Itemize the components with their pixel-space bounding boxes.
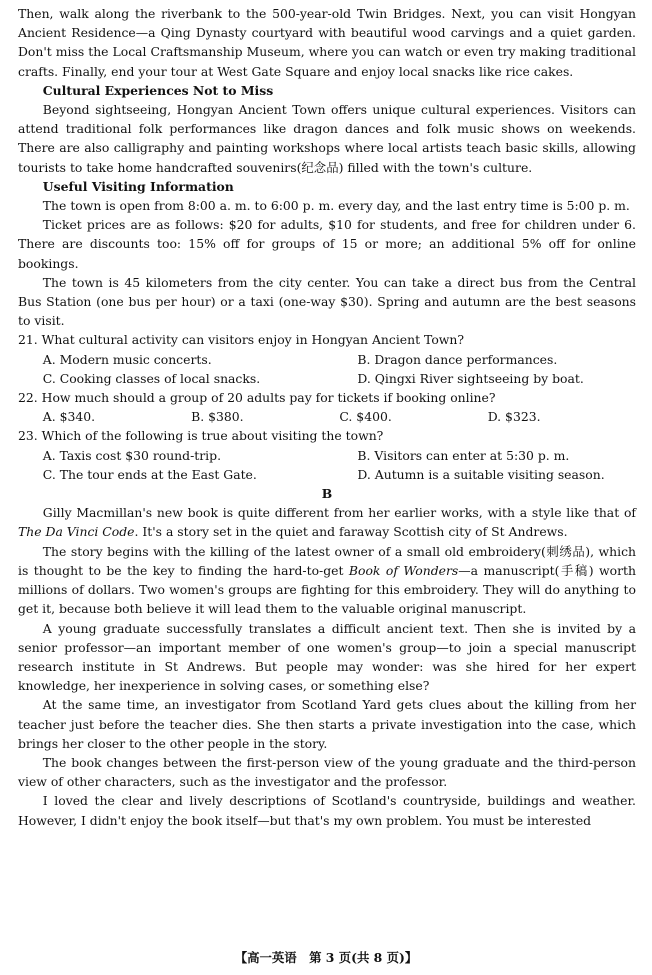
answer-options — [18, 350, 636, 388]
option-b: B. Visitors can enter at 5:30 p. m. — [357, 447, 570, 463]
question-stem: 21. What cultural activity can visitors enjoy in Hongyan Ancient Town? — [18, 332, 465, 348]
text-span: The story begins with the killing of the latest owner of a small old embroidery(刺绣品), which is thought to be the key to finding the hard-to-get — [18, 543, 636, 578]
passage-b-paragraph — [18, 542, 636, 619]
book-title: Book of Wonders — [348, 562, 459, 578]
option-d: D. $323. — [487, 409, 541, 425]
option-c: C. The tour ends at the East Gate. — [42, 466, 257, 482]
answer-options — [18, 407, 636, 426]
option-a: A. Taxis cost $30 round-trip. — [42, 447, 222, 463]
question-21 — [18, 330, 636, 388]
passage-b-paragraph: The book changes between the first-person view of the young graduate and the third-person view of other characters, such as the investigator and the professor. — [18, 754, 636, 790]
text-span: —a manuscript(手稿) worth millions of dollars. Two women's groups are fighting for this embroidery. They will do anything to get it, because both believe it will lead them to the valuable original manuscript. — [18, 562, 636, 617]
option-d: D. Autumn is a suitable visiting season. — [357, 466, 605, 482]
option-c: C. $400. — [339, 409, 392, 425]
page-footer: 【高一英语 第 3 页(共 8 页)】 — [234, 950, 418, 965]
book-title: The Da Vinci Code — [18, 524, 135, 540]
passage-b-paragraph: A young graduate successfully translates a difficult ancient text. Then she is invited by a senior professor—an important member of one women's group—to join a special manuscript research institute in St Andrews. But people may wonder: was she hired for her expert knowledge, her inexperience in solving cases, or something else? — [18, 620, 636, 694]
option-d: D. Qingxi River sightseeing by boat. — [357, 370, 584, 386]
passage-a-paragraph: The town is open from 8:00 a. m. to 6:00 p. m. every day, and the last entry time is 5:00 p. m. — [42, 198, 630, 214]
passage-a-paragraph: Ticket prices are as follows: $20 for adults, $10 for students, and free for children under 6. There are discounts too: 15% off for groups of 15 or more; an additional 5% off for online bookings. — [18, 217, 636, 271]
question-22 — [18, 388, 636, 426]
text-span: Gilly Macmillan's new book is quite different from her earlier works, with a style like that of — [42, 505, 636, 521]
passage-a-paragraph: The town is 45 kilometers from the city center. You can take a direct bus from the Central Bus Station (one bus per hour) or a taxi (one-way $30). Spring and autumn are the best seasons to visit. — [18, 274, 636, 329]
passage-b-paragraph: I loved the clear and lively descriptions of Scotland's countryside, buildings and weather. However, I didn't enjoy the book itself—but that's my own problem. You must be interested — [18, 793, 636, 828]
passage-a-paragraph: Then, walk along the riverbank to the 500-year-old Twin Bridges. Next, you can visit Hongyan Ancient Residence—a Qing Dynasty courtyard with beautiful wood carvings and a quiet garden. Don't miss the Local Craftsmanship Museum, where you can watch or even try making traditional crafts. Finally, end your tour at West Gate Square and enjoy local snacks like rice cakes. — [18, 6, 636, 79]
question-stem: 23. Which of the following is true about visiting the town? — [18, 428, 384, 444]
option-a: A. Modern music concerts. — [42, 351, 212, 367]
question-23 — [18, 426, 636, 484]
answer-options — [18, 446, 636, 484]
passage-a-paragraph: Beyond sightseeing, Hongyan Ancient Town offers unique cultural experiences. Visitors can attend traditional folk performances like dragon dances and folk music shows on weekends. There are also calligraphy and painting workshops where local artists teach basic skills, allowing tourists to take home handcrafted souvenirs(纪念品) filled with the town's culture. — [18, 102, 636, 175]
option-a: A. $340. — [42, 409, 96, 425]
passage-b-paragraph: At the same time, an investigator from Scotland Yard gets clues about the killing from her teacher just before the teacher dies. She then starts a private investigation into the case, which brings her closer to the other people in the story. — [18, 697, 636, 751]
option-b: B. Dragon dance performances. — [357, 351, 558, 367]
option-c: C. Cooking classes of local snacks. — [42, 370, 261, 386]
option-b: B. $380. — [191, 409, 244, 425]
section-b-label: B — [321, 486, 333, 502]
text-span: . It's a story set in the quiet and faraway Scottish city of St Andrews. — [134, 524, 568, 540]
passage-b-paragraph — [18, 503, 636, 541]
question-stem: 22. How much should a group of 20 adults pay for tickets if booking online? — [18, 390, 496, 406]
heading-visiting-information: Useful Visiting Information — [42, 178, 234, 194]
heading-cultural-experiences: Cultural Experiences Not to Miss — [42, 82, 274, 98]
